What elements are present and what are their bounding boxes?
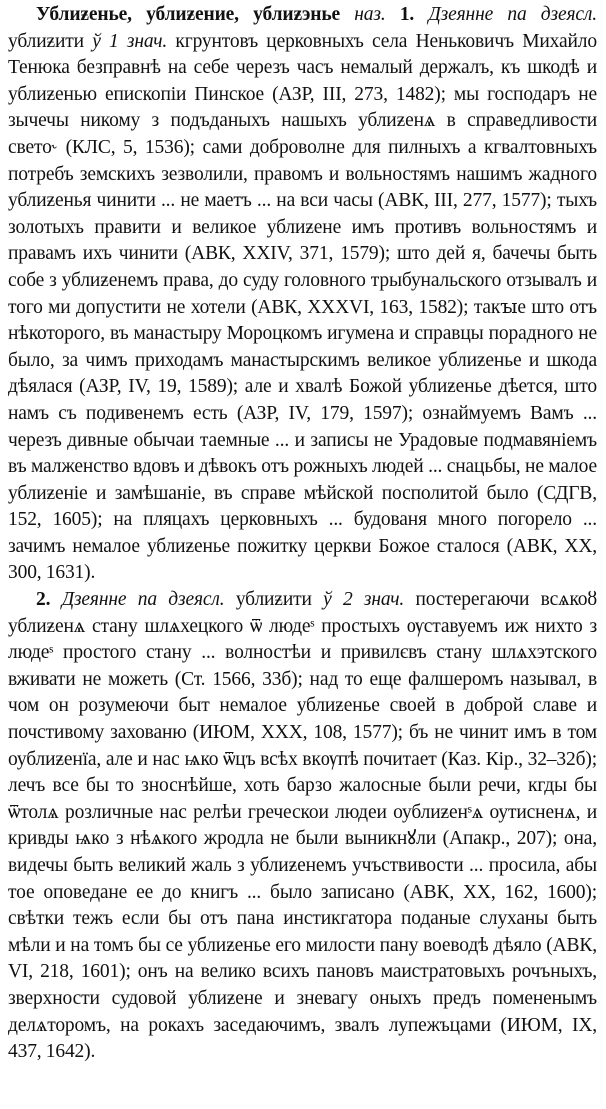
sense-1-definition: Дзеянне па дзеясл. <box>428 4 597 25</box>
sense-number-2: 2. <box>36 589 51 611</box>
sense-2-reference-mark: ў 2 знач. <box>323 589 405 611</box>
part-of-speech: наз. <box>354 4 386 25</box>
headword: Ублиƶенье, ублиƶение, ублиƶэнье <box>36 4 341 25</box>
sense-2-definition: Дзеянне па дзеясл. <box>61 589 225 611</box>
sense-2-citations: постерегаючи всѧкоȣ ублиƶенѧ стану шлѧхецкого ѿ людеˢ простыхъ ѹставуемъ иж нихто з людеˢ простого стану ... волностѣи и привилєвъ стану шлѧхэтского вживати не можеть (Ст. 1566, 33б); над то еще фалшеромъ называл, в чом он розумеючи быт немалое ублиƶенье своей в доброй славе и почстивому захованю (ИЮМ, XXX, 108, 1577); бъ не чинит имъ в том оублиƶенїа, але и нас ѩко ѿцъ всѣх вкѹпѣ почитает (Каз. Кір., 32–32б); лечъ все бы то зноснѣйше, хоть барзо жалосные были речи, кгды бы ѿтолѧ розличные нас релѣи греческои людеи оублиƶенˢѧ оутисненѧ, и кривды ѩко з нѣѧкого жродла не были выникнꙋли (Апакр., 207); она, видечы быть великий жаль з ублиƶенемъ учъствивости ... просила, абы тое оповедане ее до книгъ ... было записано (АВК, XX, 162, 1600); свѣтки тежъ если бы отъ пана инстикгатора поданые слуханы быть мѣли и на томъ бы се ублиƶенье его милости пану воеводѣ дѣяло (АВК, VI, 218, 1601); онъ на велико всихъ пановъ маистратовыхъ рочъныхъ, зверхности судовой ублиƶене и зневагу оныхъ предъ помененымъ делѧторомъ, на рокахъ заседаючимъ, звалъ лупежъцами (ИЮМ, IX, 437, 1642). <box>8 589 598 1063</box>
sense-1-citations: кгрунтовъ церковныхъ села Неньковичъ Михайло Тенюка безправнѣ на себе черезъ часъ немалый держалъ, къ шкодѣ и ублиƶенью епископіи Пинское (АЗР, III, 273, 1482); мы господаръ не зычечы никому з подъданыхъ нашыхъ ублиƶенѧ в справедливости свето˞ (КЛС, 5, 1536); сами доброволне для пилныхъ а кгвалтовныхъ потребъ земскихъ зезволили, правомъ и вольностямъ нашимъ жадного ублиƶенья чинити ... не маетъ ... на вси часы (АВК, III, 277, 1577); тыхъ золотыхъ правити и великое ублиƶене имъ противъ вольностямъ и правамъ ихъ чинити (АВК, XXIV, 371, 1579); што дей я, бачечы быть собе з ублиƶенемъ права, до суду головного трыбунальского отзывалъ и того ми допустити не хотели (АВК, XXXVI, 163, 1582); такꙑе што отъ нѣкоторого, въ манастыру Мороцкомъ игумена и справцы порадного не было, за чимъ приходамъ манастырскимъ великое ублиƶенье и шкода дѣялася (АЗР, IV, 19, 1589); але и хвалѣ Божой ублиƶенье дѣется, што намъ съ подивенемъ есть (АЗР, IV, 179, 1597); ознаймуемъ Вамъ ... черезъ дивные обычаи таемные ... и записы не Урадовые подмавяніемъ въ малженство вдовъ и дѣвокъ отъ рожныхъ людей ... снацьбы, не малое ублиƶеніе и замѣшаніе, въ справе мѣйской посполитой было (СДГВ, 152, 1605); на пляцахъ церковныхъ ... будованя много погорело ... зачимъ немалое ублиƶенье пожитку церкви Божое сталося (АВК, XX, 300, 1631). <box>8 30 597 584</box>
sense-1-reference-mark: ў 1 знач. <box>92 30 168 52</box>
sense-number-1: 1. <box>399 4 415 25</box>
sense-2-reference-word: ублиƶити <box>235 589 312 611</box>
dictionary-entry-sense-2 <box>8 587 597 1066</box>
dictionary-entry-sense-1 <box>8 2 597 587</box>
sense-1-reference-word: ублиƶити <box>8 30 84 52</box>
